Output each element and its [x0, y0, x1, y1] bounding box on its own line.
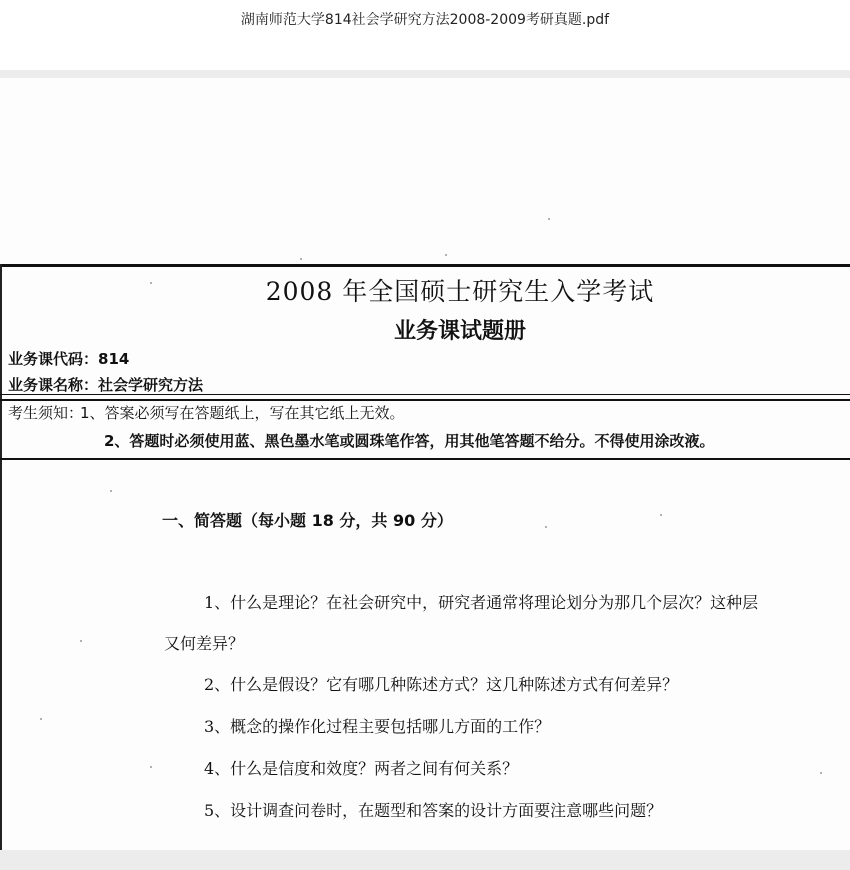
scan-speck: [300, 258, 302, 260]
scan-speck: [110, 490, 112, 492]
scan-speck: [80, 640, 82, 642]
notice-bottom-rule: [0, 458, 850, 460]
scan-speck: [545, 526, 547, 528]
document-title: 湖南师范大学814社会学研究方法2008-2009考研真题.pdf: [240, 12, 610, 28]
exam-title: 2008 年全国硕士研究生入学考试: [265, 277, 655, 306]
header-rule: [0, 264, 850, 267]
course-name: 业务课名称：社会学研究方法: [8, 376, 204, 394]
notice-label: 考生须知：: [8, 404, 84, 422]
question-3: 3、概念的操作化过程主要包括哪儿方面的工作？: [204, 717, 551, 736]
section-heading: 一、简答题（每小题 18 分，共 90 分）: [162, 511, 453, 530]
page-separator-bottom: [0, 850, 850, 870]
question-1-continued: 又何差异？: [164, 634, 245, 653]
scan-speck: [40, 718, 42, 720]
notice-item-2: 2、答题时必须使用蓝、黑色墨水笔或圆珠笔作答，用其他笔答题不给分。不得使用涂改液。: [104, 432, 715, 450]
scan-speck: [150, 766, 152, 768]
question-2: 2、什么是假设？它有哪几种陈述方式？这几种陈述方式有何差异？: [204, 675, 679, 694]
pdf-page[interactable]: [0, 78, 850, 850]
notice-rule-thin: [0, 394, 850, 395]
scan-speck: [820, 772, 822, 774]
notice-item-1: 1、答案必须写在答题纸上，写在其它纸上无效。: [80, 404, 405, 422]
exam-subtitle: 业务课试题册: [393, 319, 526, 344]
page-separator: [0, 70, 850, 78]
scan-speck: [548, 218, 550, 220]
scan-speck: [660, 514, 662, 516]
viewer-header: [0, 0, 850, 70]
course-code: 业务课代码：814: [8, 350, 130, 368]
page-left-border: [0, 264, 2, 850]
scan-speck: [445, 254, 447, 256]
question-5: 5、设计调查问卷时，在题型和答案的设计方面要注意哪些问题？: [204, 801, 663, 820]
question-4: 4、什么是信度和效度？两者之间有何关系？: [204, 759, 519, 778]
question-1: 1、什么是理论？在社会研究中，研究者通常将理论划分为那几个层次？这种层: [204, 593, 759, 612]
notice-rule: [0, 399, 850, 401]
